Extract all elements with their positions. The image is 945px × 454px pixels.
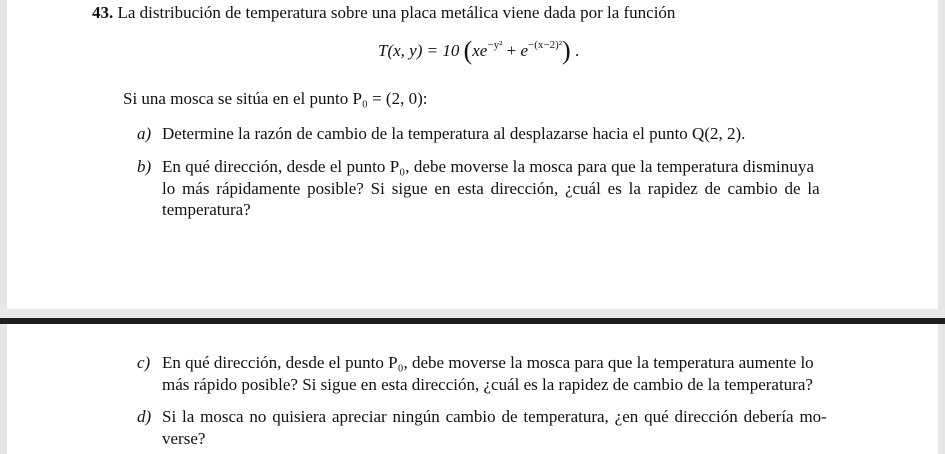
item-b-label: b) xyxy=(137,157,152,176)
item-b-line3: temperatura? xyxy=(162,200,251,219)
formula-end: . xyxy=(574,41,580,60)
problem-statement: La distribución de temperatura sobre una placa metálica viene dada por la función xyxy=(117,3,676,22)
formula-term2-exp: −(x−2)² xyxy=(528,39,563,51)
item-c-label: c) xyxy=(137,353,151,372)
formula-lhs: T(x, y) = 10 xyxy=(378,41,460,60)
formula-term1-exp: −y² xyxy=(487,39,503,51)
item-d-line2: verse? xyxy=(162,429,206,448)
formula-open-paren: ( xyxy=(463,36,473,65)
page-gap xyxy=(0,309,945,318)
item-b-line2: lo más rápidamente posible? Si sigue en esta dirección, ¿cuál es la rapidez de cambio de la xyxy=(162,179,820,198)
item-b-line1: En qué dirección, desde el punto P₀, debe moverse la mosca para que la temperatura disminuya xyxy=(162,157,815,176)
item-a-text: Determine la razón de cambio de la temperatura al desplazarse hacia el punto Q(2, 2). xyxy=(162,124,746,143)
formula-plus: + xyxy=(506,41,517,60)
problem-setup: Si una mosca se sitúa en el punto P₀ = (2, 0): xyxy=(123,89,428,108)
problem-number: 43. xyxy=(92,3,114,22)
formula-close-paren: ) xyxy=(562,36,571,65)
formula-term1-base: xe xyxy=(472,41,488,60)
item-d-line1: Si la mosca no quisiera apreciar ningún cambio de temperatura, ¿en qué dirección debería mo- xyxy=(162,407,827,426)
temperature-formula xyxy=(378,33,579,63)
formula-term2-base: e xyxy=(520,41,529,60)
problem-header xyxy=(92,2,675,24)
item-d-label: d) xyxy=(137,407,152,426)
item-c-line2: más rápido posible? Si sigue en esta dirección, ¿cuál es la rapidez de cambio de la temperatura? xyxy=(162,375,813,394)
item-c-line1: En qué dirección, desde el punto P₀, debe moverse la mosca para que la temperatura aumente lo xyxy=(162,353,814,372)
item-a-label: a) xyxy=(137,124,152,143)
